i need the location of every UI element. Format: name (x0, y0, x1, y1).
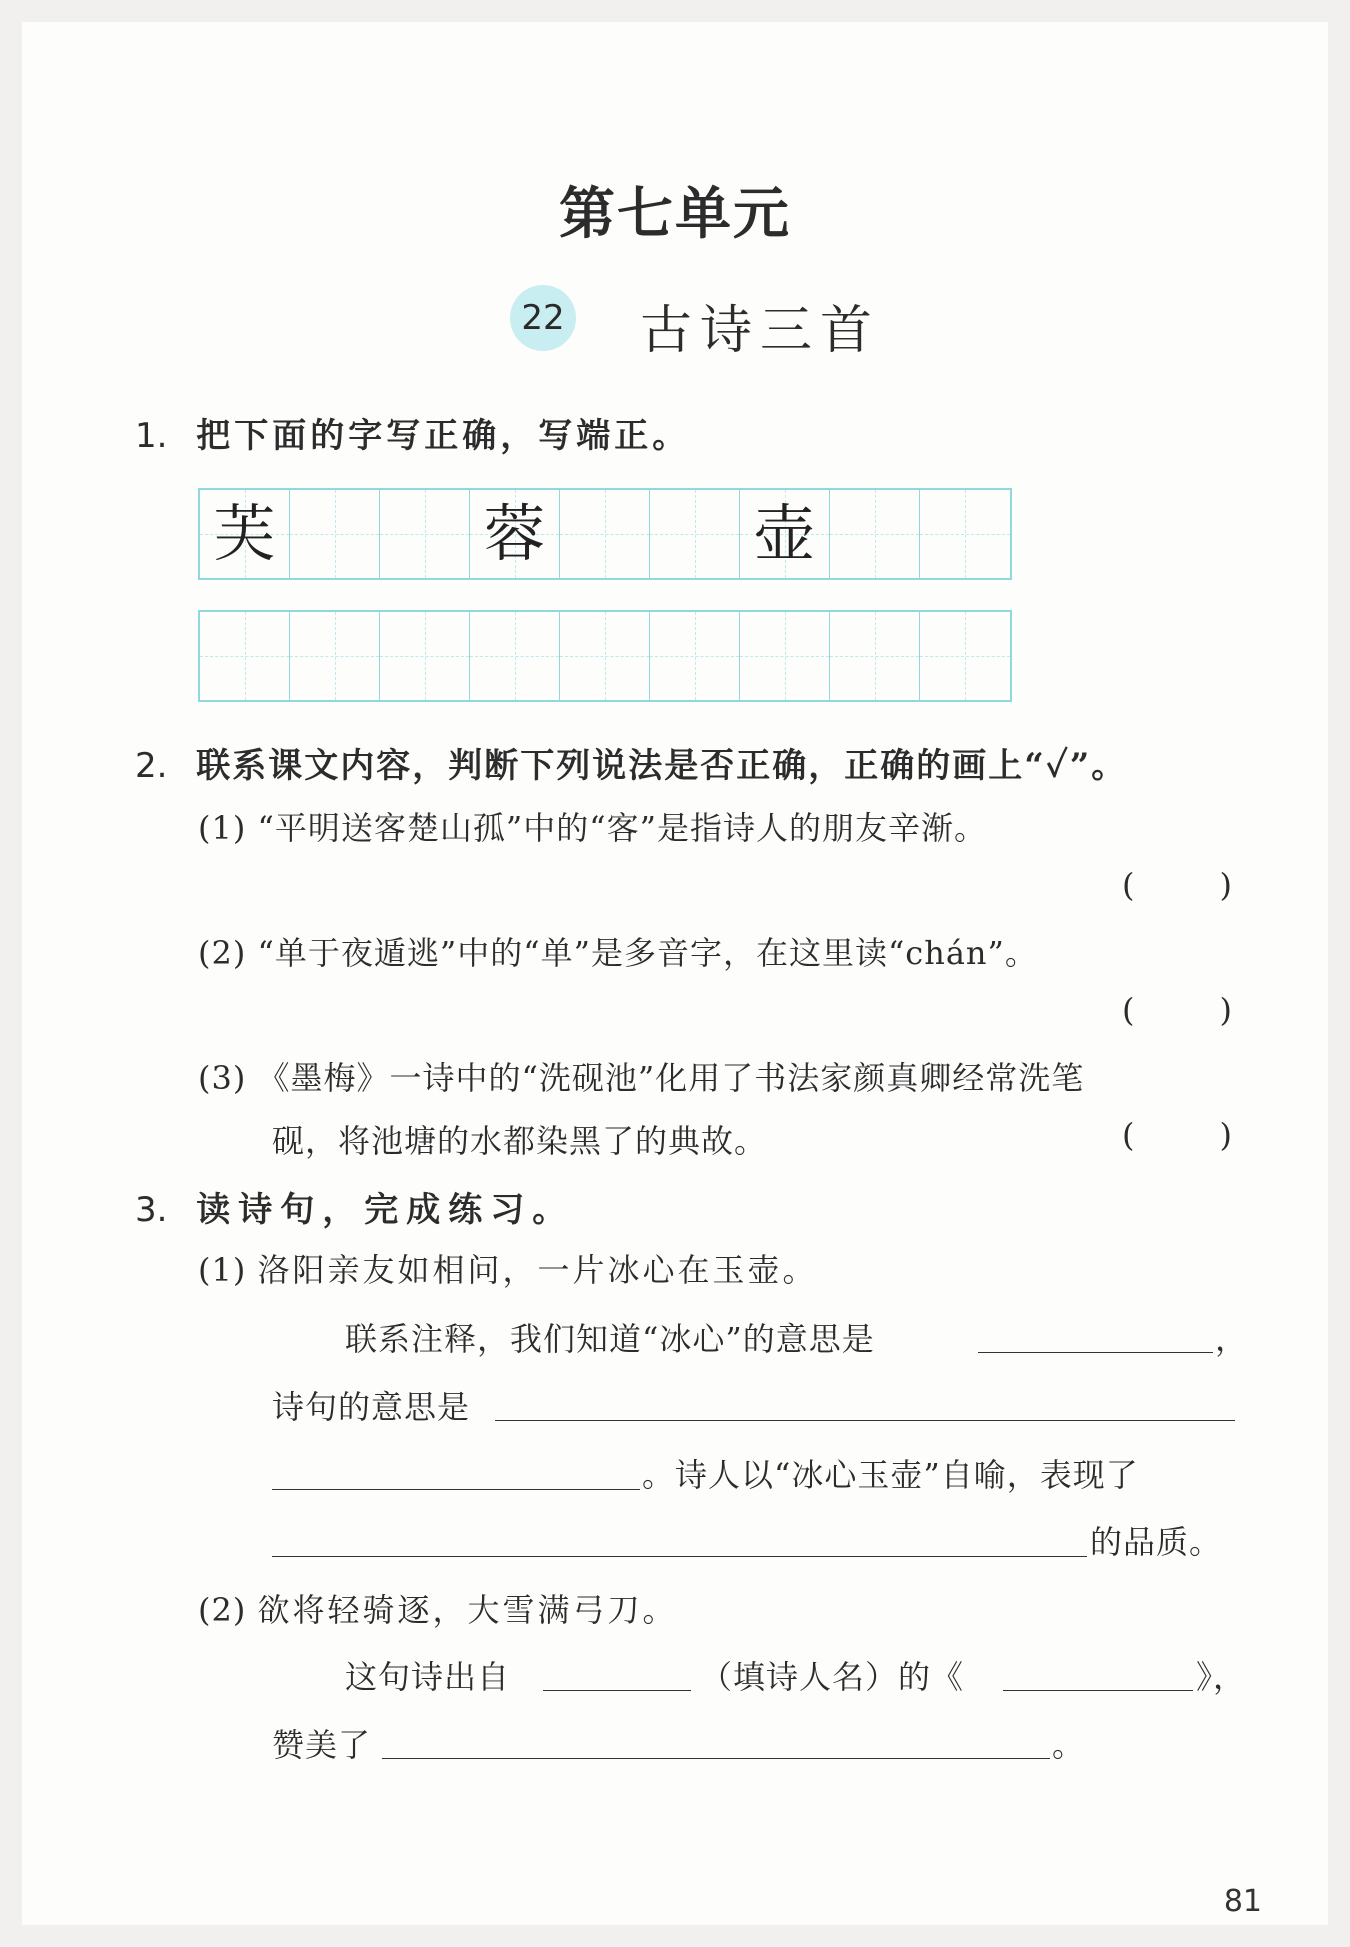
answer-blank[interactable] (1003, 1690, 1193, 1691)
grid-cell[interactable] (470, 612, 560, 700)
q3-2-line-1c: 》， (1196, 1658, 1247, 1696)
answer-blank[interactable] (272, 1489, 640, 1490)
lesson-number-badge: 22 (510, 285, 576, 351)
grid-cell[interactable] (380, 612, 470, 700)
grid-char (650, 490, 739, 578)
q2-item-3 (198, 1053, 1084, 1099)
grid-cell[interactable] (290, 612, 380, 700)
q3-1-line-4: 的品质。 (1090, 1523, 1223, 1561)
paren-open: ( (1122, 991, 1135, 1029)
q3-1-line-2: 诗句的意思是 (272, 1388, 471, 1426)
question-1 (135, 408, 690, 457)
question-1-text: 把下面的字写正确，写端正。 (196, 416, 691, 456)
grid-cell[interactable] (290, 490, 380, 578)
q2-item-2-label: (2) (198, 934, 247, 972)
question-2-text: 联系课文内容，判断下列说法是否正确，正确的画上“✓”。 (196, 746, 1128, 786)
answer-blank[interactable] (382, 1758, 1050, 1759)
paren-close: ) (1219, 1116, 1232, 1154)
paren-close: ) (1219, 866, 1232, 904)
q3-item-1 (198, 1245, 818, 1291)
answer-blank[interactable] (272, 1556, 1087, 1557)
grid-cell[interactable] (470, 490, 560, 578)
page-number: 81 (1223, 1884, 1262, 1919)
q2-item-1-label: (1) (198, 809, 247, 847)
q3-item-2 (198, 1585, 678, 1631)
grid-cell[interactable] (650, 612, 740, 700)
grid-cell[interactable] (650, 490, 740, 578)
q3-item-2-poem: 欲将轻骑逐，大雪满弓刀。 (257, 1591, 678, 1629)
grid-cell[interactable] (920, 490, 1010, 578)
q2-item-2 (198, 928, 1038, 974)
question-3 (135, 1182, 574, 1231)
grid-cell[interactable] (920, 612, 1010, 700)
q3-2-line-1a: 这句诗出自 (345, 1658, 511, 1696)
answer-blank[interactable] (543, 1690, 691, 1691)
q2-item-3-label: (3) (198, 1059, 247, 1097)
unit-title: 第七单元 (559, 181, 791, 247)
writing-grid-row-1[interactable] (198, 488, 1012, 580)
q2-item-3-continued: 砚，将池塘的水都染黑了的典故。 (272, 1122, 768, 1160)
writing-grid-row-2[interactable] (198, 610, 1012, 702)
q2-item-3-text: 《墨梅》一诗中的“洗砚池”化用了书法家颜真卿经常洗笔 (257, 1059, 1085, 1097)
grid-cell[interactable] (740, 490, 830, 578)
grid-char: 蓉 (483, 497, 546, 570)
paren-open: ( (1122, 1116, 1135, 1154)
q3-1-line-1-end: ， (1215, 1320, 1249, 1358)
q3-item-1-label: (1) (198, 1251, 247, 1289)
answer-parentheses[interactable] (1122, 1116, 1232, 1154)
grid-cell[interactable] (380, 490, 470, 578)
grid-char: 壶 (753, 497, 816, 570)
paren-open: ( (1122, 866, 1135, 904)
grid-char (920, 490, 1010, 578)
q3-1-line-1: 联系注释，我们知道“冰心”的意思是 (345, 1320, 875, 1358)
question-1-number: 1. (135, 416, 168, 456)
q2-item-1-text: “平明送客楚山孤”中的“客”是指诗人的朋友辛渐。 (257, 809, 987, 847)
answer-blank[interactable] (495, 1420, 1235, 1421)
question-3-number: 3. (135, 1190, 168, 1230)
grid-cell[interactable] (560, 490, 650, 578)
q2-item-2-text: “单于夜遁逃”中的“单”是多音字，在这里读“chán”。 (257, 934, 1038, 972)
q3-item-1-poem: 洛阳亲友如相问，一片冰心在玉壶。 (257, 1251, 818, 1289)
q3-1-line-3: 。诗人以“冰心玉壶”自喻，表现了 (642, 1456, 1139, 1494)
grid-cell[interactable] (200, 490, 290, 578)
grid-cell[interactable] (830, 490, 920, 578)
lesson-title: 古诗三首 (640, 301, 881, 361)
grid-cell[interactable] (740, 612, 830, 700)
q3-item-2-label: (2) (198, 1591, 247, 1629)
answer-blank[interactable] (978, 1352, 1213, 1353)
q3-2-line-2: 赞美了 (272, 1726, 372, 1764)
answer-parentheses[interactable] (1122, 866, 1232, 904)
question-3-text: 读诗句，完成练习。 (196, 1190, 575, 1230)
grid-cell[interactable] (200, 612, 290, 700)
q2-item-1 (198, 803, 987, 849)
grid-cell[interactable] (830, 612, 920, 700)
q3-2-line-1b: （填诗人名）的《 (700, 1658, 965, 1696)
grid-char (560, 490, 649, 578)
question-2 (135, 738, 1127, 787)
answer-parentheses[interactable] (1122, 991, 1232, 1029)
grid-char (290, 490, 379, 578)
grid-char (830, 490, 919, 578)
grid-char (380, 490, 469, 578)
q3-2-line-2-end: 。 (1052, 1726, 1086, 1764)
question-2-number: 2. (135, 746, 168, 786)
grid-char: 芙 (213, 497, 276, 570)
grid-cell[interactable] (560, 612, 650, 700)
paren-close: ) (1219, 991, 1232, 1029)
